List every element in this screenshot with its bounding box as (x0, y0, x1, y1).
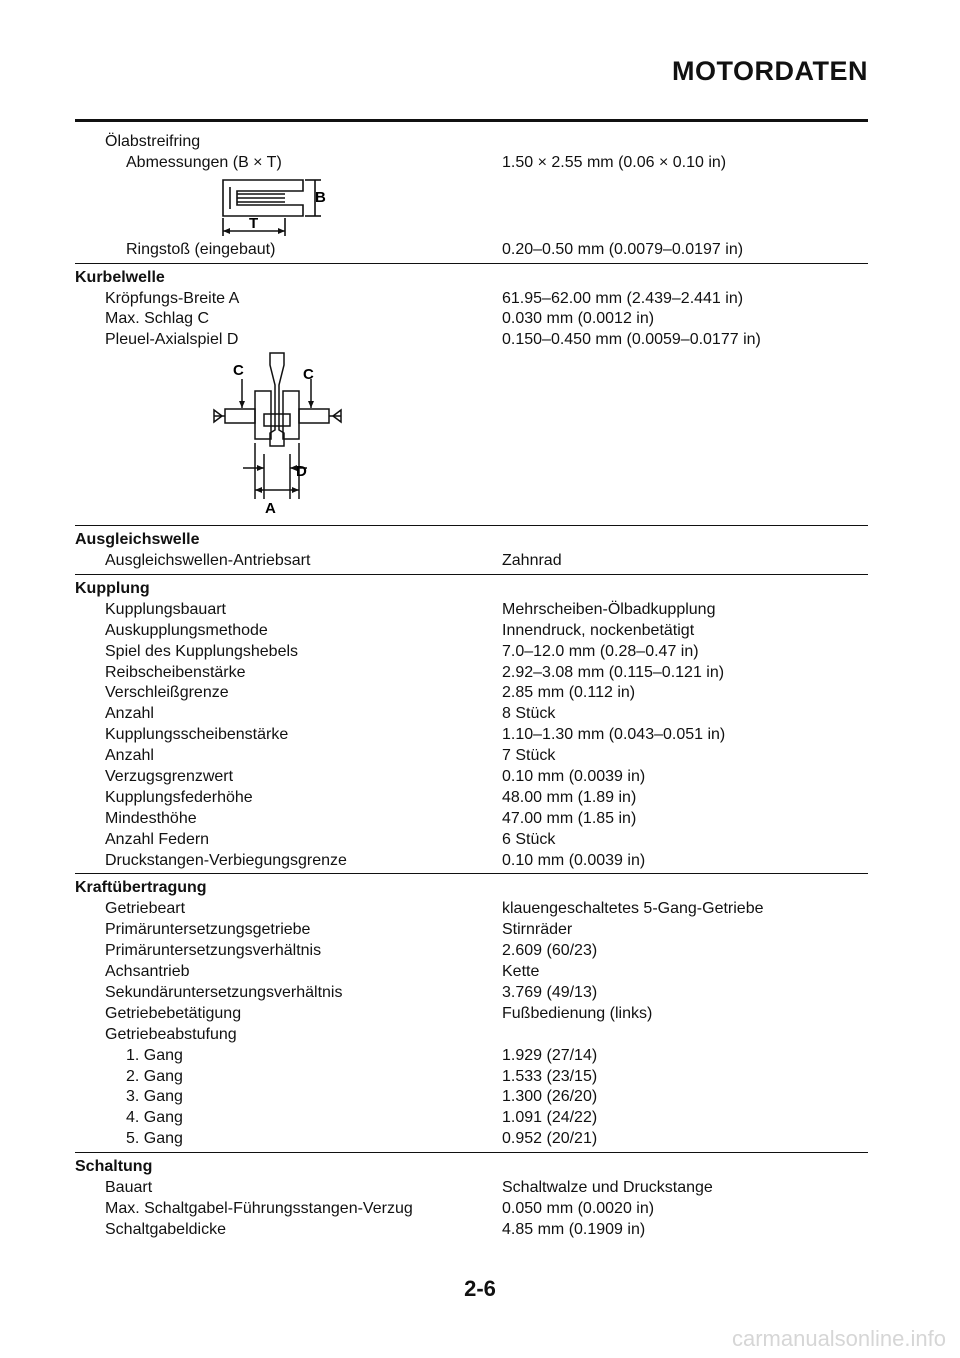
spec-value: Fußbedienung (links) (502, 1004, 653, 1022)
spec-label: Getriebebetätigung (105, 1004, 242, 1022)
spec-row (75, 153, 868, 174)
spec-row (75, 830, 868, 851)
spec-label: 5. Gang (126, 1130, 183, 1148)
watermark[interactable]: carmanualsonline.info (731, 1326, 946, 1351)
spec-label: Primäruntersetzungsgetriebe (105, 921, 311, 939)
spec-row (75, 1004, 868, 1025)
spec-value: 1.929 (27/14) (502, 1046, 598, 1064)
gear-row (75, 1108, 868, 1129)
spec-label: Max. Schlag C (105, 310, 210, 328)
spec-label: Kupplungsfederhöhe (105, 788, 253, 806)
spec-value: 61.95–62.00 mm (2.439–2.441 in) (502, 289, 744, 307)
spec-value: 1.091 (24/22) (502, 1109, 598, 1127)
spec-label: Auskupplungsmethode (105, 621, 268, 639)
spec-label: Getriebeart (105, 900, 186, 918)
spec-row (75, 1199, 868, 1220)
spec-row (75, 600, 868, 621)
spec-value: 1.300 (26/20) (502, 1088, 598, 1106)
crankshaft-figure (75, 351, 868, 523)
spec-content (75, 132, 868, 1247)
header-rule (75, 119, 868, 122)
section-shift (75, 1157, 868, 1243)
gear-row (75, 1046, 868, 1067)
spec-value: 3.769 (49/13) (502, 983, 598, 1001)
figure-label-c-right: C (303, 366, 314, 384)
spec-row (75, 551, 868, 572)
spec-row (75, 1220, 868, 1241)
spec-label: Kröpfungs-Breite A (105, 289, 240, 307)
section-transmission (75, 878, 868, 1153)
spec-value: 7.0–12.0 mm (0.28–0.47 in) (502, 642, 699, 660)
spec-label: Reibscheibenstärke (105, 663, 246, 681)
spec-row (75, 289, 868, 310)
spec-value: Mehrscheiben-Ölbadkupplung (502, 600, 716, 618)
spec-value: 0.150–0.450 mm (0.0059–0.0177 in) (502, 331, 761, 349)
spec-value: 4.85 mm (0.1909 in) (502, 1220, 646, 1238)
spec-value: Innendruck, nockenbetätigt (502, 621, 695, 639)
spec-label: Getriebeabstufung (105, 1025, 237, 1043)
section-heading: Kupplung (75, 580, 150, 598)
spec-label: Kupplungsbauart (105, 600, 226, 618)
spec-value: Schaltwalze und Druckstange (502, 1178, 713, 1196)
spec-label: Mindesthöhe (105, 809, 197, 827)
spec-label: Ausgleichswellen-Antriebsart (105, 552, 311, 570)
spec-label: Verschleißgrenze (105, 684, 229, 702)
spec-value: 1.10–1.30 mm (0.043–0.051 in) (502, 726, 726, 744)
spec-value: Kette (502, 963, 540, 981)
gear-row (75, 1129, 868, 1150)
spec-value: 48.00 mm (1.89 in) (502, 788, 637, 806)
spec-value: 0.10 mm (0.0039 in) (502, 768, 646, 786)
spec-value: Zahnrad (502, 552, 562, 570)
figure-label-t: T (249, 214, 259, 232)
spec-row (75, 851, 868, 872)
figure-label-a: A (265, 500, 276, 518)
spec-row (75, 920, 868, 941)
spec-row (75, 941, 868, 962)
spec-row (75, 663, 868, 684)
spec-value: 2.85 mm (0.112 in) (502, 684, 636, 702)
spec-row (75, 767, 868, 788)
spec-value: klauengeschaltetes 5-Gang-Getriebe (502, 900, 764, 918)
spec-value: 8 Stück (502, 705, 556, 723)
spec-label: 2. Gang (126, 1067, 183, 1085)
spec-label: Kupplungsscheibenstärke (105, 726, 289, 744)
spec-row (75, 642, 868, 663)
spec-value: 2.92–3.08 mm (0.115–0.121 in) (502, 663, 725, 681)
spec-row (75, 683, 868, 704)
crankshaft-diagram (75, 351, 868, 523)
spec-label: Ringstoß (eingebaut) (126, 240, 276, 258)
spec-value (502, 1025, 868, 1046)
spec-value: 0.030 mm (0.0012 in) (502, 310, 655, 328)
page-number: 2-6 (464, 1276, 496, 1301)
spec-row (75, 983, 868, 1004)
spec-row (75, 330, 868, 351)
oil-ring-diagram (75, 174, 868, 240)
spec-value: 47.00 mm (1.85 in) (502, 809, 637, 827)
section-clutch (75, 579, 868, 874)
section-oil-ring (75, 132, 868, 264)
spec-label: Anzahl (105, 705, 154, 723)
spec-label: Verzugsgrenzwert (105, 768, 234, 786)
spec-label: Achsantrieb (105, 963, 190, 981)
spec-row (75, 899, 868, 920)
spec-row (75, 621, 868, 642)
spec-row (75, 309, 868, 330)
spec-value: 0.952 (20/21) (502, 1130, 598, 1148)
oil-ring-figure (75, 174, 868, 240)
spec-row (75, 746, 868, 767)
spec-label: Max. Schaltgabel-Führungsstangen-Verzug (105, 1199, 413, 1217)
figure-label-d: D (296, 463, 307, 481)
section-heading: Kurbelwelle (75, 268, 165, 286)
spec-value: 0.050 mm (0.0020 in) (502, 1199, 655, 1217)
spec-row (75, 788, 868, 809)
spec-value: Stirnräder (502, 921, 573, 939)
spec-value: 0.20–0.50 mm (0.0079–0.0197 in) (502, 240, 744, 258)
section-heading: Ausgleichswelle (75, 531, 200, 549)
spec-row (75, 240, 868, 261)
figure-label-b: B (315, 188, 326, 206)
spec-row (75, 1025, 868, 1046)
gear-row (75, 1087, 868, 1108)
page-title: MOTORDATEN (672, 56, 868, 86)
spec-row (75, 962, 868, 983)
figure-label-c-left: C (233, 362, 244, 380)
spec-value: 7 Stück (502, 747, 556, 765)
spec-label: 1. Gang (126, 1046, 183, 1064)
spec-value: 1.50 × 2.55 mm (0.06 × 0.10 in) (502, 153, 727, 171)
spec-label: Primäruntersetzungsverhältnis (105, 942, 322, 960)
spec-value: 0.10 mm (0.0039 in) (502, 851, 646, 869)
spec-value: 2.609 (60/23) (502, 942, 598, 960)
spec-label: Anzahl Federn (105, 830, 210, 848)
spec-row (75, 704, 868, 725)
spec-label: Pleuel-Axialspiel D (105, 331, 239, 349)
spec-row (75, 725, 868, 746)
spec-label: Spiel des Kupplungshebels (105, 642, 299, 660)
section-crankshaft (75, 268, 868, 527)
spec-value: 1.533 (23/15) (502, 1067, 598, 1085)
section-heading: Schaltung (75, 1158, 153, 1176)
spec-row (75, 1178, 868, 1199)
spec-label: 3. Gang (126, 1088, 183, 1106)
spec-label: Bauart (105, 1178, 153, 1196)
spec-value: 6 Stück (502, 830, 556, 848)
spec-label: Anzahl (105, 747, 154, 765)
section-balancer (75, 530, 868, 575)
spec-label: Abmessungen (B × T) (126, 153, 282, 171)
section-heading: Kraftübertragung (75, 879, 207, 897)
section-title-oil-ring: Ölabstreifring (105, 133, 201, 150)
spec-label: Schaltgabeldicke (105, 1220, 226, 1238)
spec-label: 4. Gang (126, 1109, 183, 1127)
spec-row (75, 809, 868, 830)
spec-label: Druckstangen-Verbiegungsgrenze (105, 851, 347, 869)
spec-row (75, 132, 868, 153)
spec-label: Sekundäruntersetzungsverhältnis (105, 983, 343, 1001)
gear-row (75, 1067, 868, 1088)
